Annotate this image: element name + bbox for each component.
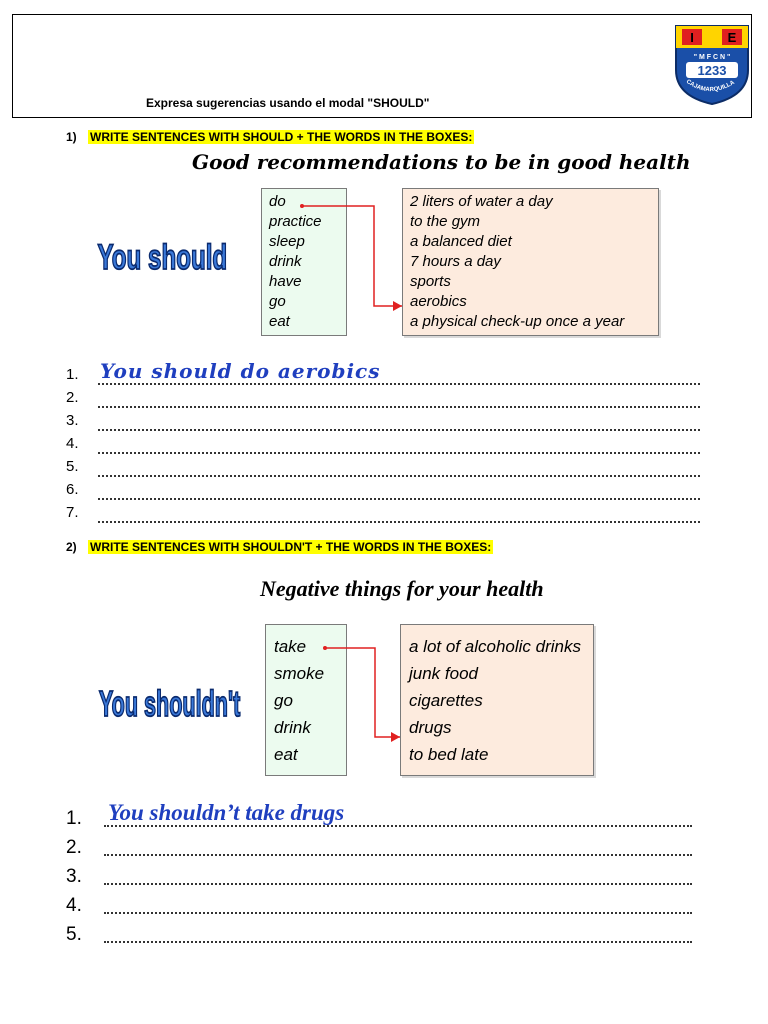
section2-title: Negative things for your health [260, 576, 544, 601]
logo-number: 1233 [697, 63, 727, 78]
school-logo [672, 22, 752, 106]
answer-line[interactable] [66, 837, 692, 859]
answer-line[interactable] [66, 924, 692, 946]
answer-dotted-line[interactable] [104, 941, 692, 943]
section2-example: You shouldn’t take drugs [108, 800, 345, 825]
section1-example: You should do aerobics [100, 359, 381, 383]
line-number: 1. [66, 808, 82, 829]
line-number: 2. [66, 389, 79, 406]
section2-modal-art [96, 674, 256, 728]
verb-item: practice [269, 213, 322, 230]
verb-item: have [269, 273, 302, 290]
line-number: 5. [66, 458, 79, 475]
section1-verb-box [261, 188, 347, 336]
svg-text:You should: You should [97, 237, 228, 278]
object-item: a lot of alcoholic drinks [409, 637, 581, 656]
answer-line[interactable] [66, 895, 692, 917]
svg-text:You shouldn't: You shouldn't [98, 684, 241, 725]
answer-line[interactable] [66, 458, 700, 480]
answer-line[interactable] [66, 504, 700, 526]
section1-instruction-text: WRITE SENTENCES WITH SHOULD + THE WORDS IN THE BOXES: [90, 130, 473, 144]
line-number: 3. [66, 866, 82, 887]
answer-line[interactable] [66, 412, 700, 434]
object-item: to the gym [410, 213, 481, 230]
answer-dotted-line[interactable] [98, 498, 700, 500]
line-number: 1. [66, 366, 79, 383]
section1-instruction [66, 130, 474, 144]
section2-instruction-text: WRITE SENTENCES WITH SHOULDN'T + THE WORDS IN THE BOXES: [90, 540, 492, 554]
object-item: junk food [409, 664, 478, 683]
answer-line[interactable] [66, 389, 700, 411]
verb-item: take [274, 637, 307, 656]
object-item: cigarettes [409, 691, 483, 710]
object-item: sports [410, 273, 451, 290]
answer-dotted-line[interactable] [98, 406, 700, 408]
answer-dotted-line[interactable] [104, 883, 692, 885]
line-number: 5. [66, 924, 82, 945]
line-number: 7. [66, 504, 79, 521]
verb-item: go [274, 691, 293, 710]
line-number: 4. [66, 895, 82, 916]
answer-line[interactable] [66, 866, 692, 888]
logo-letter-left: I [690, 30, 694, 45]
verb-item: drink [269, 253, 302, 270]
section2-number: 2) [66, 540, 77, 554]
object-item: 2 liters of water a day [410, 193, 553, 210]
line-number: 2. [66, 837, 82, 858]
object-item: to bed late [409, 745, 489, 764]
verb-item: go [269, 293, 286, 310]
section1-title: Good recommendations to be in good health [192, 150, 691, 174]
object-item: aerobics [410, 293, 467, 310]
logo-letter-right: E [727, 30, 737, 45]
header-subtitle: Expresa sugerencias usando el modal "SHOULD" [146, 96, 430, 110]
verb-item: eat [269, 313, 290, 330]
object-item: 7 hours a day [410, 253, 501, 270]
verb-item: smoke [274, 664, 325, 683]
answer-dotted-line[interactable] [98, 452, 700, 454]
line-number: 6. [66, 481, 79, 498]
answer-dotted-line[interactable] [98, 475, 700, 477]
answer-line[interactable] [66, 435, 700, 457]
section2-object-box [400, 624, 594, 776]
section1-object-box [402, 188, 659, 336]
line-number: 4. [66, 435, 79, 452]
object-item: a physical check-up once a year [410, 313, 625, 330]
object-item: a balanced diet [410, 233, 512, 250]
answer-dotted-line[interactable] [104, 854, 692, 856]
answer-dotted-line[interactable] [98, 383, 700, 385]
verb-item: eat [274, 745, 298, 764]
logo-arc-text: CAJAMARQUILLA [684, 78, 736, 94]
verb-item: sleep [269, 233, 305, 250]
verb-item: do [269, 193, 286, 210]
section1-modal-art [92, 230, 232, 280]
section1-number: 1) [66, 130, 77, 144]
section2-instruction [66, 540, 493, 554]
answer-dotted-line[interactable] [104, 912, 692, 914]
line-number: 3. [66, 412, 79, 429]
section2-verb-box [265, 624, 347, 776]
answer-dotted-line[interactable] [98, 429, 700, 431]
logo-line1: " M F C N " [693, 54, 731, 61]
verb-item: drink [274, 718, 311, 737]
answer-dotted-line[interactable] [98, 521, 700, 523]
answer-line[interactable] [66, 481, 700, 503]
object-item: drugs [409, 718, 452, 737]
